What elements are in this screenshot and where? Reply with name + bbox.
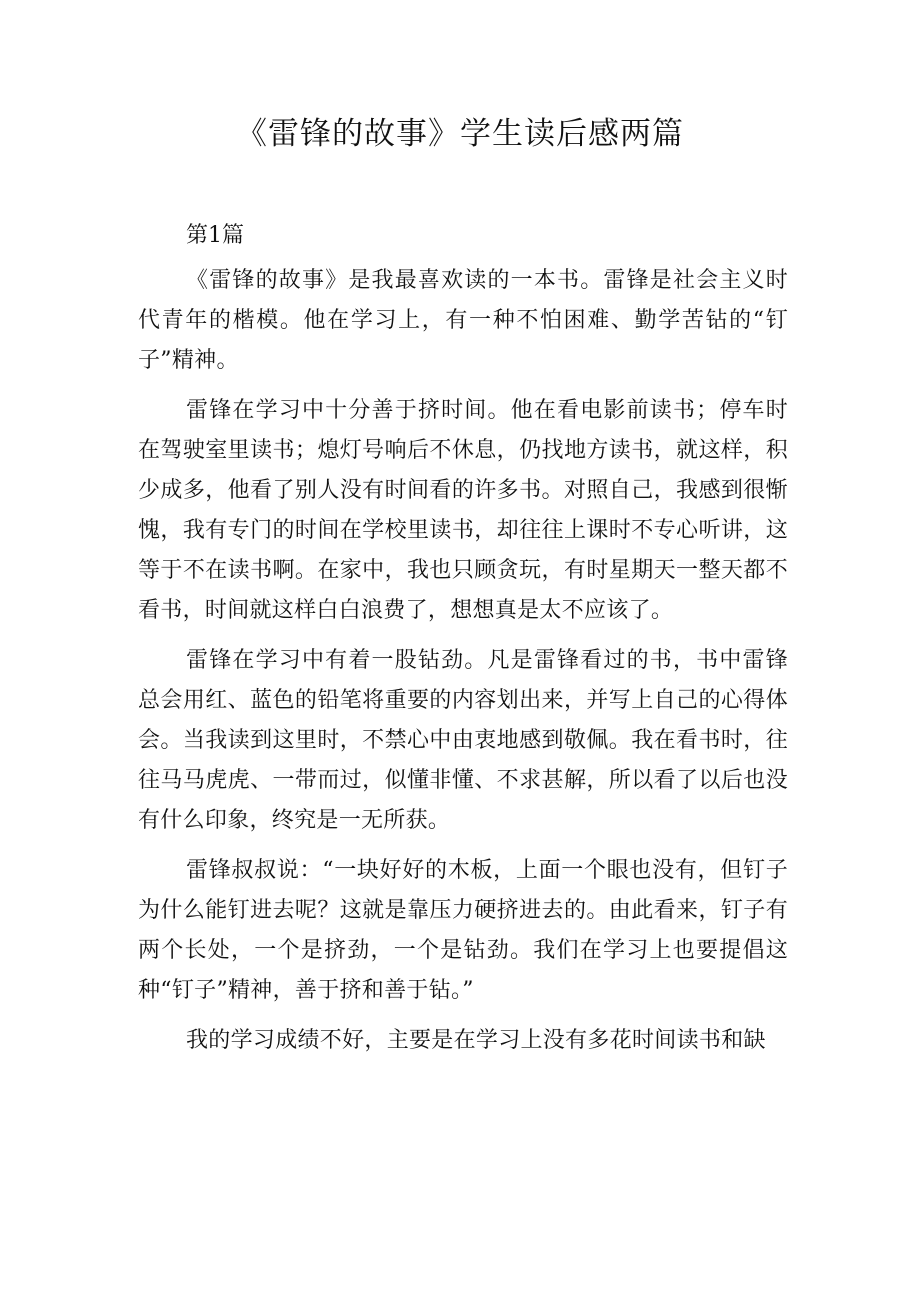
paragraph: 雷锋在学习中十分善于挤时间。他在看电影前读书；停车时在驾驶室里读书；熄灯号响后不休息，仍找地方读书，就这样，积少成多，他看了别人没有时间看的许多书。对照自己，我感到很惭愧，我有专门的时间在学校里读书，却往往上课时不专心听讲，这等于不在读书啊。在家中，我也只顾贪玩，有时星期天一整天都不看书，时间就这样白白浪费了，想想真是太不应该了。 [138, 398, 788, 623]
document-body [138, 261, 788, 1071]
document-title: 《雷锋的故事》学生读后感两篇 [236, 116, 684, 152]
paragraph: 《雷锋的故事》是我最喜欢读的一本书。雷锋是社会主义时代青年的楷模。他在学习上，有一种不怕困难、勤学苦钻的“钉子”精神。 [138, 268, 788, 373]
section-heading: 第1篇 [186, 223, 244, 248]
paragraph: 雷锋叔叔说：“一块好好的木板，上面一个眼也没有，但钉子为什么能钉进去呢？这就是靠压力硬挤进去的。由此看来，钉子有两个长处，一个是挤劲，一个是钻劲。我们在学习上也要提倡这种“钉子”精神，善于挤和善于钻。” [138, 858, 788, 1003]
paragraph: 雷锋在学习中有着一股钻劲。凡是雷锋看过的书，书中雷锋总会用红、蓝色的铅笔将重要的内容划出来，并写上自己的心得体会。当我读到这里时，不禁心中由衷地感到敬佩。我在看书时，往往马马虎虎、一带而过，似懂非懂、不求甚解，所以看了以后也没有什么印象，终究是一无所获。 [138, 648, 788, 833]
paragraph: 我的学习成绩不好，主要是在学习上没有多花时间读书和缺 [186, 1028, 766, 1053]
